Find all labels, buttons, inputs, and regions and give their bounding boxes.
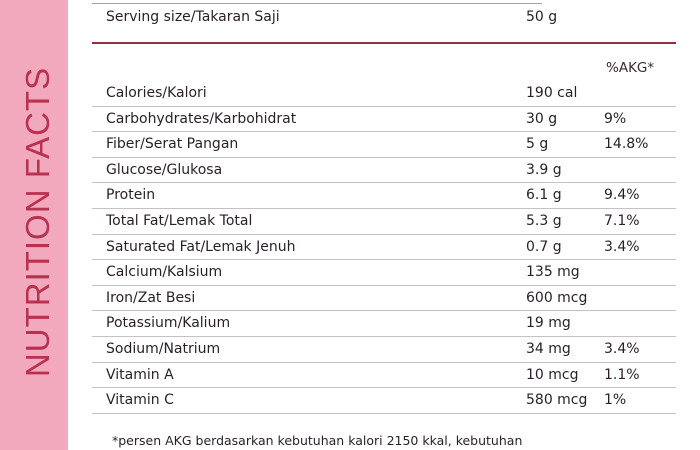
nutrient-name: Sodium/Natrium — [106, 340, 221, 357]
nutrient-row — [92, 337, 676, 363]
nutrient-name: Protein — [106, 187, 156, 204]
top-cut-line — [92, 0, 542, 4]
nutrient-akg: 3.4% — [604, 340, 640, 357]
nutrient-amount: 5.3 g — [526, 212, 562, 229]
nutrient-amount: 34 mg — [526, 340, 571, 357]
nutrient-row — [92, 209, 676, 235]
footnote: *persen AKG berdasarkan kebutuhan kalori 2150 kkal, kebutuhan — [112, 433, 523, 448]
nutrient-amount: 190 cal — [526, 85, 578, 101]
nutrient-amount: 3.9 g — [526, 161, 562, 178]
header-divider — [92, 42, 676, 44]
nutrient-row — [92, 388, 676, 414]
nutrition-facts-title: NUTRITION FACTS — [19, 66, 56, 378]
nutrient-name: Calories/Kalori — [106, 85, 207, 101]
akg-column-header: %AKG* — [606, 60, 655, 76]
nutrient-name: Vitamin A — [106, 366, 174, 383]
nutrient-name: Saturated Fat/Lemak Jenuh — [106, 238, 296, 255]
nutrient-akg: 1% — [604, 392, 627, 409]
nutrient-row — [92, 107, 676, 133]
nutrient-amount: 0.7 g — [526, 238, 562, 255]
nutrient-amount: 135 mg — [526, 264, 580, 281]
nutrient-akg: 1.1% — [604, 366, 640, 383]
nutrient-name: Iron/Zat Besi — [106, 289, 196, 306]
nutrient-name: Calcium/Kalsium — [106, 264, 223, 281]
serving-size-label: Serving size/Takaran Saji — [106, 9, 280, 25]
nutrient-row — [92, 158, 676, 184]
nutrient-row — [92, 235, 676, 261]
serving-size-row — [106, 9, 686, 31]
nutrient-amount: 19 mg — [526, 315, 571, 332]
nutrient-amount: 10 mcg — [526, 366, 579, 383]
serving-size-value: 50 g — [526, 9, 558, 25]
nutrient-row — [92, 260, 676, 286]
nutrient-amount: 580 mcg — [526, 392, 588, 409]
nutrient-row — [92, 183, 676, 209]
nutrient-name: Potassium/Kalium — [106, 315, 231, 332]
nutrient-akg: 9% — [604, 110, 627, 127]
nutrient-amount: 30 g — [526, 110, 558, 127]
nutrient-name: Carbohydrates/Karbohidrat — [106, 110, 297, 127]
nutrient-amount: 600 mcg — [526, 289, 588, 306]
nutrient-name: Fiber/Serat Pangan — [106, 136, 239, 153]
nutrient-row — [92, 311, 676, 337]
nutrient-amount: 6.1 g — [526, 187, 562, 204]
nutrient-amount: 5 g — [526, 136, 549, 153]
sidebar-panel — [0, 0, 68, 450]
nutrient-akg: 3.4% — [604, 238, 640, 255]
nutrient-name: Glucose/Glukosa — [106, 161, 223, 178]
nutrient-name: Total Fat/Lemak Total — [106, 212, 253, 229]
nutrient-row — [92, 132, 676, 158]
nutrient-akg: 9.4% — [604, 187, 640, 204]
nutrient-akg: 14.8% — [604, 136, 649, 153]
nutrient-akg: 7.1% — [604, 212, 640, 229]
nutrient-table — [92, 81, 676, 414]
nutrient-row — [92, 81, 676, 107]
nutrient-name: Vitamin C — [106, 392, 174, 409]
nutrient-row — [92, 286, 676, 312]
nutrient-row — [92, 363, 676, 389]
